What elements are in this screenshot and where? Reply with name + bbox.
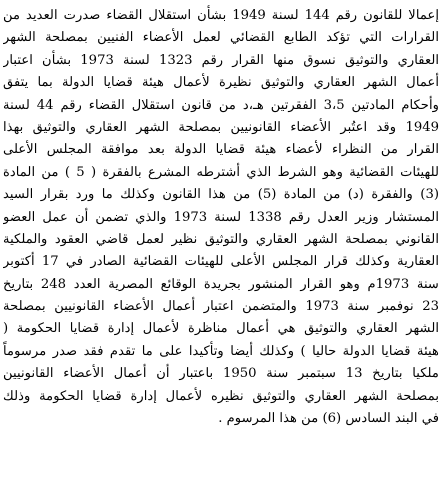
paragraph-line: بمصلحة الشهر العقاري والتوثيق نظيره لأعمال إدارة قضايا الحكومة وذلك xyxy=(3,388,439,404)
paragraph-last-line: في البند السادس (6) من هذا المرسوم . xyxy=(218,411,439,427)
paragraph-line: إعمالا للقانون رقم 144 لسنة 1949 بشأن استقلال القضاء صدرت العديد من xyxy=(3,8,439,23)
paragraph-line: المستشار وزير العدل رقم 1338 لسنة 1973 والذي تضمن أن عمل العضو xyxy=(3,209,439,225)
paragraph-line: القانوني بمصلحة الشهر العقاري والتوثيق نظير لعمل قاضي العقود والملكية xyxy=(3,231,439,247)
paragraph-line: هيئة قضايا الدولة حاليا ) وكذلك أيضا وتأكيدا على ما تقدم فقد صدر مرسوماً xyxy=(3,343,439,359)
paragraph-line: 1949 وقد اعتُبر الأعضاء القانونيين بمصلحة الشهر العقاري والتوثيق بهذا xyxy=(3,119,439,135)
paragraph-line: القرارات التي تؤكد الطابع القضائي لعمل الأعضاء الفنيين بمصلحة الشهر xyxy=(3,30,439,46)
paragraph-line: القرار من النظراء لأعضاء هيئة قضايا الدولة بعد موافقة المجلس الأعلى xyxy=(3,142,439,158)
paragraph-line: أعمال الشهر العقاري والتوثيق نظيرة لأعمال هيئة قضايا الدولة بما يتفق xyxy=(3,75,439,91)
paragraph-line: وأحكام المادتين 3،5 الفقرتين هـ،د من قانون استقلال القضاء رقم 44 لسنة xyxy=(3,97,439,113)
paragraph-line: 23 نوفمبر سنة 1973 والمتضمن اعتبار أعمال الأعضاء القانونيين بمصلحة xyxy=(3,299,439,315)
paragraph-line: الشهر العقاري والتوثيق هي أعمال مناظرة لأعمال إدارة قضايا الحكومة ( xyxy=(3,321,439,337)
paragraph-line: ملكيا بتاريخ 13 سبتمبر سنة 1950 باعتبار أن أعمال الأعضاء القانونيين xyxy=(3,366,439,382)
paragraph-line: للهيئات القضائية وهو الشرط الذي أشترطه المشرع بالفقرة ( 5 ) من المادة xyxy=(3,164,439,180)
paragraph-line: العقارية وكذلك قرار المجلس الأعلى للهيئات القضائية الصادر في 17 أكتوبر xyxy=(3,254,439,270)
paragraph-line: العقاري والتوثيق نسوق منها القرار رقم 1323 لسنة 1973 بشأن اعتبار xyxy=(3,52,439,68)
paragraph xyxy=(3,5,439,430)
paragraph-line: (3) والفقرة (د) من المادة (5) من هذا القانون وكذلك ما ورد بقرار السيد xyxy=(3,187,439,203)
paragraph-line: سنة 1973م وهو القرار المنشور بجريدة الوقائع المصرية العدد 248 بتاريخ xyxy=(3,276,439,292)
